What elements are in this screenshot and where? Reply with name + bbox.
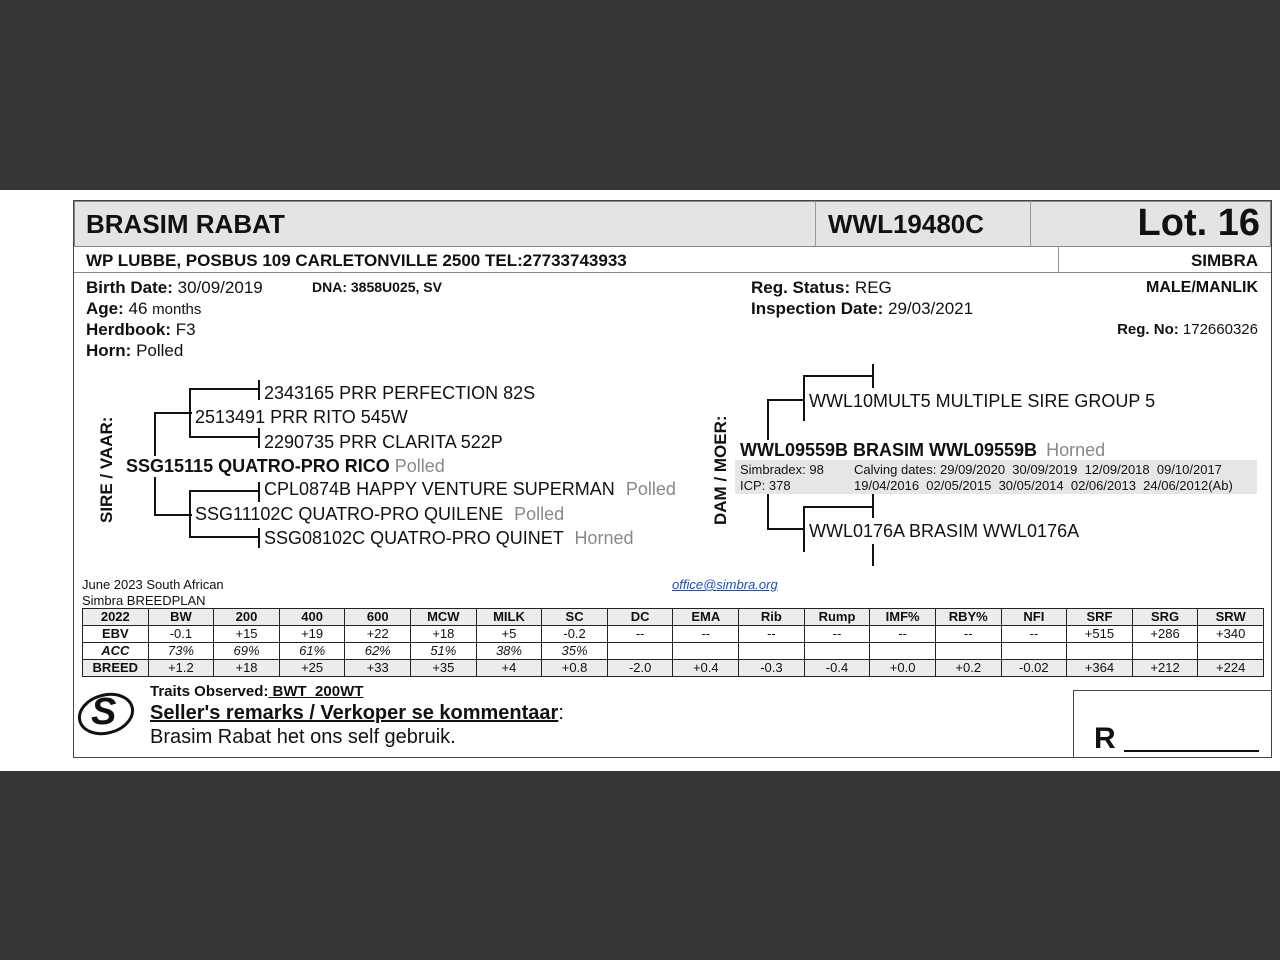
breedplan-title-1: June 2023 South African bbox=[82, 577, 224, 592]
horn bbox=[86, 341, 183, 361]
price-input-line[interactable] bbox=[1124, 750, 1259, 752]
ebv-cell: -2.0 bbox=[607, 660, 673, 677]
dam-bracket-top bbox=[767, 399, 803, 401]
reg-number-label: Reg. No: bbox=[1117, 321, 1179, 338]
ebv-row-header: EBV bbox=[83, 626, 149, 643]
ebv-cell: Rib bbox=[739, 609, 805, 626]
sex: MALE/MANLIK bbox=[1146, 279, 1258, 296]
ebv-cell: RBY% bbox=[935, 609, 1001, 626]
ebv-cell: +286 bbox=[1132, 626, 1198, 643]
ebv-cell: +5 bbox=[476, 626, 542, 643]
age-value: 46 bbox=[128, 299, 148, 318]
sire-sire-top bbox=[189, 388, 259, 390]
ebv-cell: -- bbox=[1001, 626, 1067, 643]
ebv-cell bbox=[607, 643, 673, 660]
ebv-cell: +4 bbox=[476, 660, 542, 677]
ebv-cell: +19 bbox=[279, 626, 345, 643]
reg-status bbox=[751, 278, 892, 298]
inspection-date-value: 29/03/2021 bbox=[887, 299, 974, 318]
simbra-logo-letter: S bbox=[91, 691, 117, 733]
ebv-cell: 62% bbox=[345, 643, 411, 660]
ebv-cell: +25 bbox=[279, 660, 345, 677]
sellers-remarks-title: Seller's remarks / Verkoper se kommentaar bbox=[150, 702, 559, 724]
ebv-cell: 73% bbox=[148, 643, 214, 660]
sire-bracket-bottom bbox=[154, 514, 192, 516]
icp: ICP: 378 bbox=[740, 478, 791, 493]
ebv-cell: +0.2 bbox=[935, 660, 1001, 677]
ebv-cell: MCW bbox=[411, 609, 477, 626]
ebv-row-breed bbox=[83, 660, 1264, 677]
ebv-cell: -- bbox=[804, 626, 870, 643]
ebv-cell: -0.02 bbox=[1001, 660, 1067, 677]
sire-dam-top bbox=[189, 490, 259, 492]
ebv-cell: -- bbox=[673, 626, 739, 643]
horn-value: Polled bbox=[136, 341, 184, 360]
ebv-cell: +35 bbox=[411, 660, 477, 677]
sire-dam-horn: Polled bbox=[514, 504, 565, 524]
owner-info: WP LUBBE, POSBUS 109 CARLETONVILLE 2500 TEL:27733743933 bbox=[86, 251, 627, 270]
ebv-cell: Rump bbox=[804, 609, 870, 626]
lot-card-document bbox=[0, 190, 1280, 771]
animal-id: WWL19480C bbox=[828, 209, 985, 239]
simbradex: Simbradex: 98 bbox=[740, 462, 824, 477]
ebv-cell: +18 bbox=[411, 626, 477, 643]
traits-value: BWT 200WT bbox=[268, 683, 364, 700]
tick-4 bbox=[258, 528, 260, 548]
tick-1 bbox=[258, 380, 260, 400]
ebv-cell: +0.4 bbox=[673, 660, 739, 677]
ebv-cell bbox=[673, 643, 739, 660]
price-prefix: R bbox=[1094, 722, 1116, 755]
ebv-cell: SRF bbox=[1067, 609, 1133, 626]
ebv-cell: +340 bbox=[1198, 626, 1264, 643]
ebv-cell: 600 bbox=[345, 609, 411, 626]
traits-observed bbox=[150, 683, 363, 700]
ebv-cell: +18 bbox=[214, 660, 280, 677]
lot-box-divider bbox=[1030, 201, 1031, 247]
sire-bracket-top bbox=[154, 412, 192, 414]
calving-dates-1: Calving dates: 29/09/2020 30/09/2019 12/09/2018 09/10/2017 bbox=[854, 462, 1222, 477]
sire-dam-sire-horn: Polled bbox=[625, 479, 676, 499]
ebv-cell: BW bbox=[148, 609, 214, 626]
ebv-cell: SC bbox=[542, 609, 608, 626]
calving-dates-2: 19/04/2016 02/05/2015 30/05/2014 02/06/2013 24/06/2012(Ab) bbox=[854, 478, 1233, 493]
ebv-cell: -0.4 bbox=[804, 660, 870, 677]
reg-number bbox=[1117, 321, 1258, 338]
ebv-cell: +212 bbox=[1132, 660, 1198, 677]
email-link[interactable]: office@simbra.org bbox=[672, 577, 778, 592]
ebv-header-row bbox=[83, 609, 1264, 626]
sire-dam-dam-horn: Horned bbox=[574, 528, 634, 548]
herdbook-label: Herdbook: bbox=[86, 320, 171, 339]
ebv-cell: +0.0 bbox=[870, 660, 936, 677]
sellers-remarks-text: Brasim Rabat het ons self gebruik. bbox=[150, 726, 456, 748]
age-label: Age: bbox=[86, 299, 124, 318]
ebv-cell: DC bbox=[607, 609, 673, 626]
ebv-cell: 35% bbox=[542, 643, 608, 660]
simbra-logo bbox=[76, 690, 136, 738]
ebv-row-ebv bbox=[83, 626, 1264, 643]
ebv-cell: +15 bbox=[214, 626, 280, 643]
ebv-cell: 200 bbox=[214, 609, 280, 626]
sire-dam-dam-name: SSG08102C QUATRO-PRO QUINET bbox=[264, 528, 564, 548]
ebv-cell: +33 bbox=[345, 660, 411, 677]
ebv-cell bbox=[1198, 643, 1264, 660]
sire-dam-dam bbox=[264, 528, 633, 549]
ebv-cell: 38% bbox=[476, 643, 542, 660]
inspection-date bbox=[751, 299, 973, 319]
reg-status-value: REG bbox=[854, 278, 892, 297]
ebv-table bbox=[82, 608, 1264, 677]
sire-label: SIRE / VAAR: bbox=[97, 416, 116, 523]
age bbox=[86, 299, 201, 319]
tick-7 bbox=[872, 544, 874, 566]
reg-number-value: 172660326 bbox=[1182, 321, 1258, 338]
ebv-cell: +364 bbox=[1067, 660, 1133, 677]
sellers-remarks-colon: : bbox=[558, 702, 564, 724]
breed-name: SIMBRA bbox=[1190, 251, 1258, 270]
sire-sire-dam: 2290735 PRR CLARITA 522P bbox=[264, 432, 503, 452]
sellers-remarks bbox=[150, 702, 564, 725]
ebv-cell bbox=[1067, 643, 1133, 660]
breedplan-title-2: Simbra BREEDPLAN bbox=[82, 593, 206, 608]
tick-2 bbox=[258, 428, 260, 448]
reg-status-label: Reg. Status: bbox=[751, 278, 851, 297]
sire bbox=[126, 456, 449, 477]
id-box-divider bbox=[815, 201, 816, 247]
ebv-cell: MILK bbox=[476, 609, 542, 626]
ebv-row-acc bbox=[83, 643, 1264, 660]
sire-sire-sire: 2343165 PRR PERFECTION 82S bbox=[264, 383, 536, 403]
ebv-cell bbox=[1001, 643, 1067, 660]
dam-sire: WWL10MULT5 MULTIPLE SIRE GROUP 5 bbox=[809, 391, 1156, 411]
ebv-cell: -0.1 bbox=[148, 626, 214, 643]
sire-dam-sire bbox=[264, 479, 676, 500]
sire-horn: Polled bbox=[394, 456, 445, 476]
ebv-cell: +22 bbox=[345, 626, 411, 643]
ebv-row-header: BREED bbox=[83, 660, 149, 677]
ebv-cell: -- bbox=[607, 626, 673, 643]
ebv-cell: EMA bbox=[673, 609, 739, 626]
birth-date bbox=[86, 278, 263, 298]
dam-dam-bracket bbox=[803, 506, 805, 552]
ebv-cell bbox=[1132, 643, 1198, 660]
dam-name: WWL09559B BRASIM WWL09559B bbox=[740, 440, 1038, 460]
ebv-cell: +0.8 bbox=[542, 660, 608, 677]
ebv-cell: NFI bbox=[1001, 609, 1067, 626]
ebv-cell bbox=[739, 643, 805, 660]
ebv-row-header: ACC bbox=[83, 643, 149, 660]
sire-name: SSG15115 QUATRO-PRO RICO bbox=[126, 456, 390, 476]
horn-label: Horn: bbox=[86, 341, 132, 360]
ebv-cell: +224 bbox=[1198, 660, 1264, 677]
age-unit: months bbox=[152, 301, 202, 318]
sire-dam-bottom bbox=[189, 536, 259, 538]
ebv-cell: -- bbox=[739, 626, 805, 643]
herdbook-value: F3 bbox=[175, 320, 196, 339]
lot-number: Lot. 16 bbox=[1137, 202, 1260, 244]
ebv-cell bbox=[804, 643, 870, 660]
ebv-cell: 61% bbox=[279, 643, 345, 660]
ebv-cell: -- bbox=[870, 626, 936, 643]
tick-5 bbox=[872, 364, 874, 388]
dam-label: DAM / MOER: bbox=[711, 415, 730, 525]
dam-sire-top bbox=[803, 375, 873, 377]
breed-box-divider bbox=[1058, 247, 1059, 273]
ebv-cell: -0.3 bbox=[739, 660, 805, 677]
tick-3 bbox=[258, 482, 260, 502]
sire-dam bbox=[195, 504, 568, 525]
sire-dam-sire-name: CPL0874B HAPPY VENTURE SUPERMAN bbox=[264, 479, 615, 499]
dam-sire-bracket bbox=[803, 375, 805, 421]
ebv-cell: 69% bbox=[214, 643, 280, 660]
ebv-cell bbox=[870, 643, 936, 660]
ebv-cell: SRW bbox=[1198, 609, 1264, 626]
animal-name: BRASIM RABAT bbox=[86, 209, 285, 239]
sire-sire-bracket bbox=[189, 388, 191, 438]
dam-dam-top bbox=[803, 506, 873, 508]
ebv-row-header: 2022 bbox=[83, 609, 149, 626]
ebv-cell: 51% bbox=[411, 643, 477, 660]
ebv-cell: SRG bbox=[1132, 609, 1198, 626]
inspection-date-label: Inspection Date: bbox=[751, 299, 884, 318]
sire-dam-bracket bbox=[189, 490, 191, 538]
ebv-cell: +1.2 bbox=[148, 660, 214, 677]
ebv-cell: +515 bbox=[1067, 626, 1133, 643]
dam-bracket-bottom bbox=[767, 528, 803, 530]
sire-dam-name: SSG11102C QUATRO-PRO QUILENE bbox=[195, 504, 504, 524]
dna-info: DNA: 3858U025, SV bbox=[312, 279, 442, 295]
tick-6 bbox=[872, 494, 874, 518]
dam bbox=[740, 440, 1105, 461]
ebv-cell: -- bbox=[935, 626, 1001, 643]
ebv-cell: -0.2 bbox=[542, 626, 608, 643]
birth-date-value: 30/09/2019 bbox=[177, 278, 263, 297]
sire-sire-bottom bbox=[189, 436, 259, 438]
ebv-cell: IMF% bbox=[870, 609, 936, 626]
ebv-cell: 400 bbox=[279, 609, 345, 626]
sire-sire: 2513491 PRR RITO 545W bbox=[195, 407, 412, 428]
traits-label: Traits Observed: bbox=[150, 683, 269, 700]
birth-date-label: Birth Date: bbox=[86, 278, 173, 297]
dam-dam: WWL0176A BRASIM WWL0176A bbox=[809, 521, 1080, 541]
ebv-cell bbox=[935, 643, 1001, 660]
herdbook bbox=[86, 320, 196, 340]
dam-horn: Horned bbox=[1046, 440, 1106, 460]
